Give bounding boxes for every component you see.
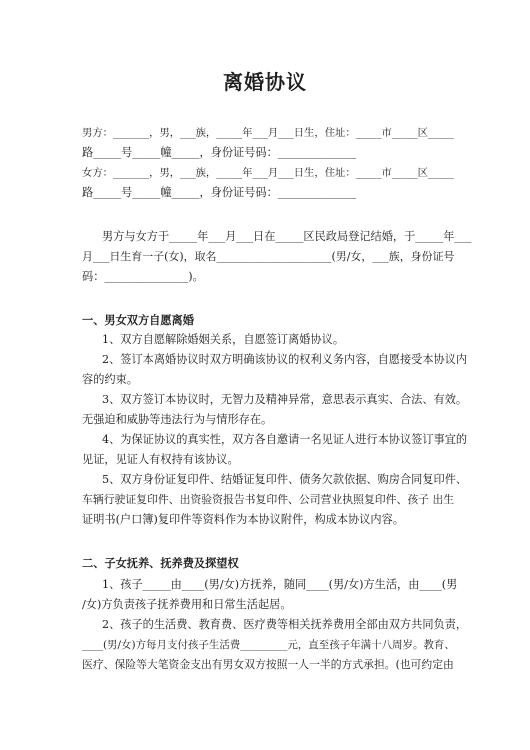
intro-line-1: 男方与女方于_____年___月___日在_____区民政局登记结婚，于_____年___ [102,230,472,243]
section-1-line: 无强迫和威胁等违法行为与情形存在。 [82,413,273,426]
male-party-line-2: 路_____号_____幢_____，身份证号码：______________ [82,146,357,159]
section-1-line: 2、签订本离婚协议时双方明确该协议的权利义务内容，自愿接受本协议内 [102,353,468,366]
document-title: 离婚协议 [223,70,307,94]
intro-line-2: 月___日生育一子(女)，取名_____________________(男/女，___族，身份证号 [82,250,455,263]
section-1-line: 车辆行驶证复印件、出资验资报告书复印件、公司营业执照复印件、孩子 出生 [82,493,455,506]
section-2-line: /女)方负责孩子抚养费用和日常生活起居。 [82,598,292,611]
intro-line-3: 码：_______________)。 [82,270,204,283]
section-1-line: 容的约束。 [82,373,138,386]
female-party-line-2: 路_____号_____幢_____，身份证号码：______________ [82,186,357,199]
male-party-line-1: 男方：_______，男，___族，_____年___月___日生，住址：_____市_____区_____ [82,127,454,139]
section-1-heading: 一、男女双方自愿离婚 [82,313,194,327]
section-1-line: 4、为保证协议的真实性，双方各自邀请一名见证人进行本协议签订事宜的 [102,433,468,446]
section-1-line: 5、双方身份证复印件、结婚证复印件、债务欠款依据、购房合同复印件、 [102,473,468,486]
female-party-line-1: 女方：_______，男，___族，_____年___月___日生，住址：_____市_____区_____ [82,167,454,179]
section-1-line: 3、双方签订本协议时，无智力及精神异常，意思表示真实、合法、有效。 [102,393,468,406]
section-2-line: 医疗、保险等大笔资金支出有男女双方按照一人一半的方式承担。(也可约定由 [82,658,454,671]
section-2-line: ____(男/女)方每月支付孩子生活费_________元，直至孩子年满十八周岁。教育、 [82,639,455,651]
section-1-line: 见证，见证人有权持有该协议。 [82,453,239,466]
section-2-line: 1、孩子_____由____(男/女)方抚养，随同____(男/女)方生活，由____(男 [102,578,458,591]
section-2-line: 2、孩子的生活费、教育费、医疗费等相关抚养费用全部由双方共同负责， [102,618,468,631]
section-1-line: 1、双方自愿解除婚姻关系，自愿签订离婚协议。 [102,333,345,346]
section-1-line: 证明书(户口簿)复印件等资料作为本协议附件，构成本协议内容。 [82,513,404,526]
section-2-heading: 二、子女抚养、抚养费及探望权 [82,556,239,570]
